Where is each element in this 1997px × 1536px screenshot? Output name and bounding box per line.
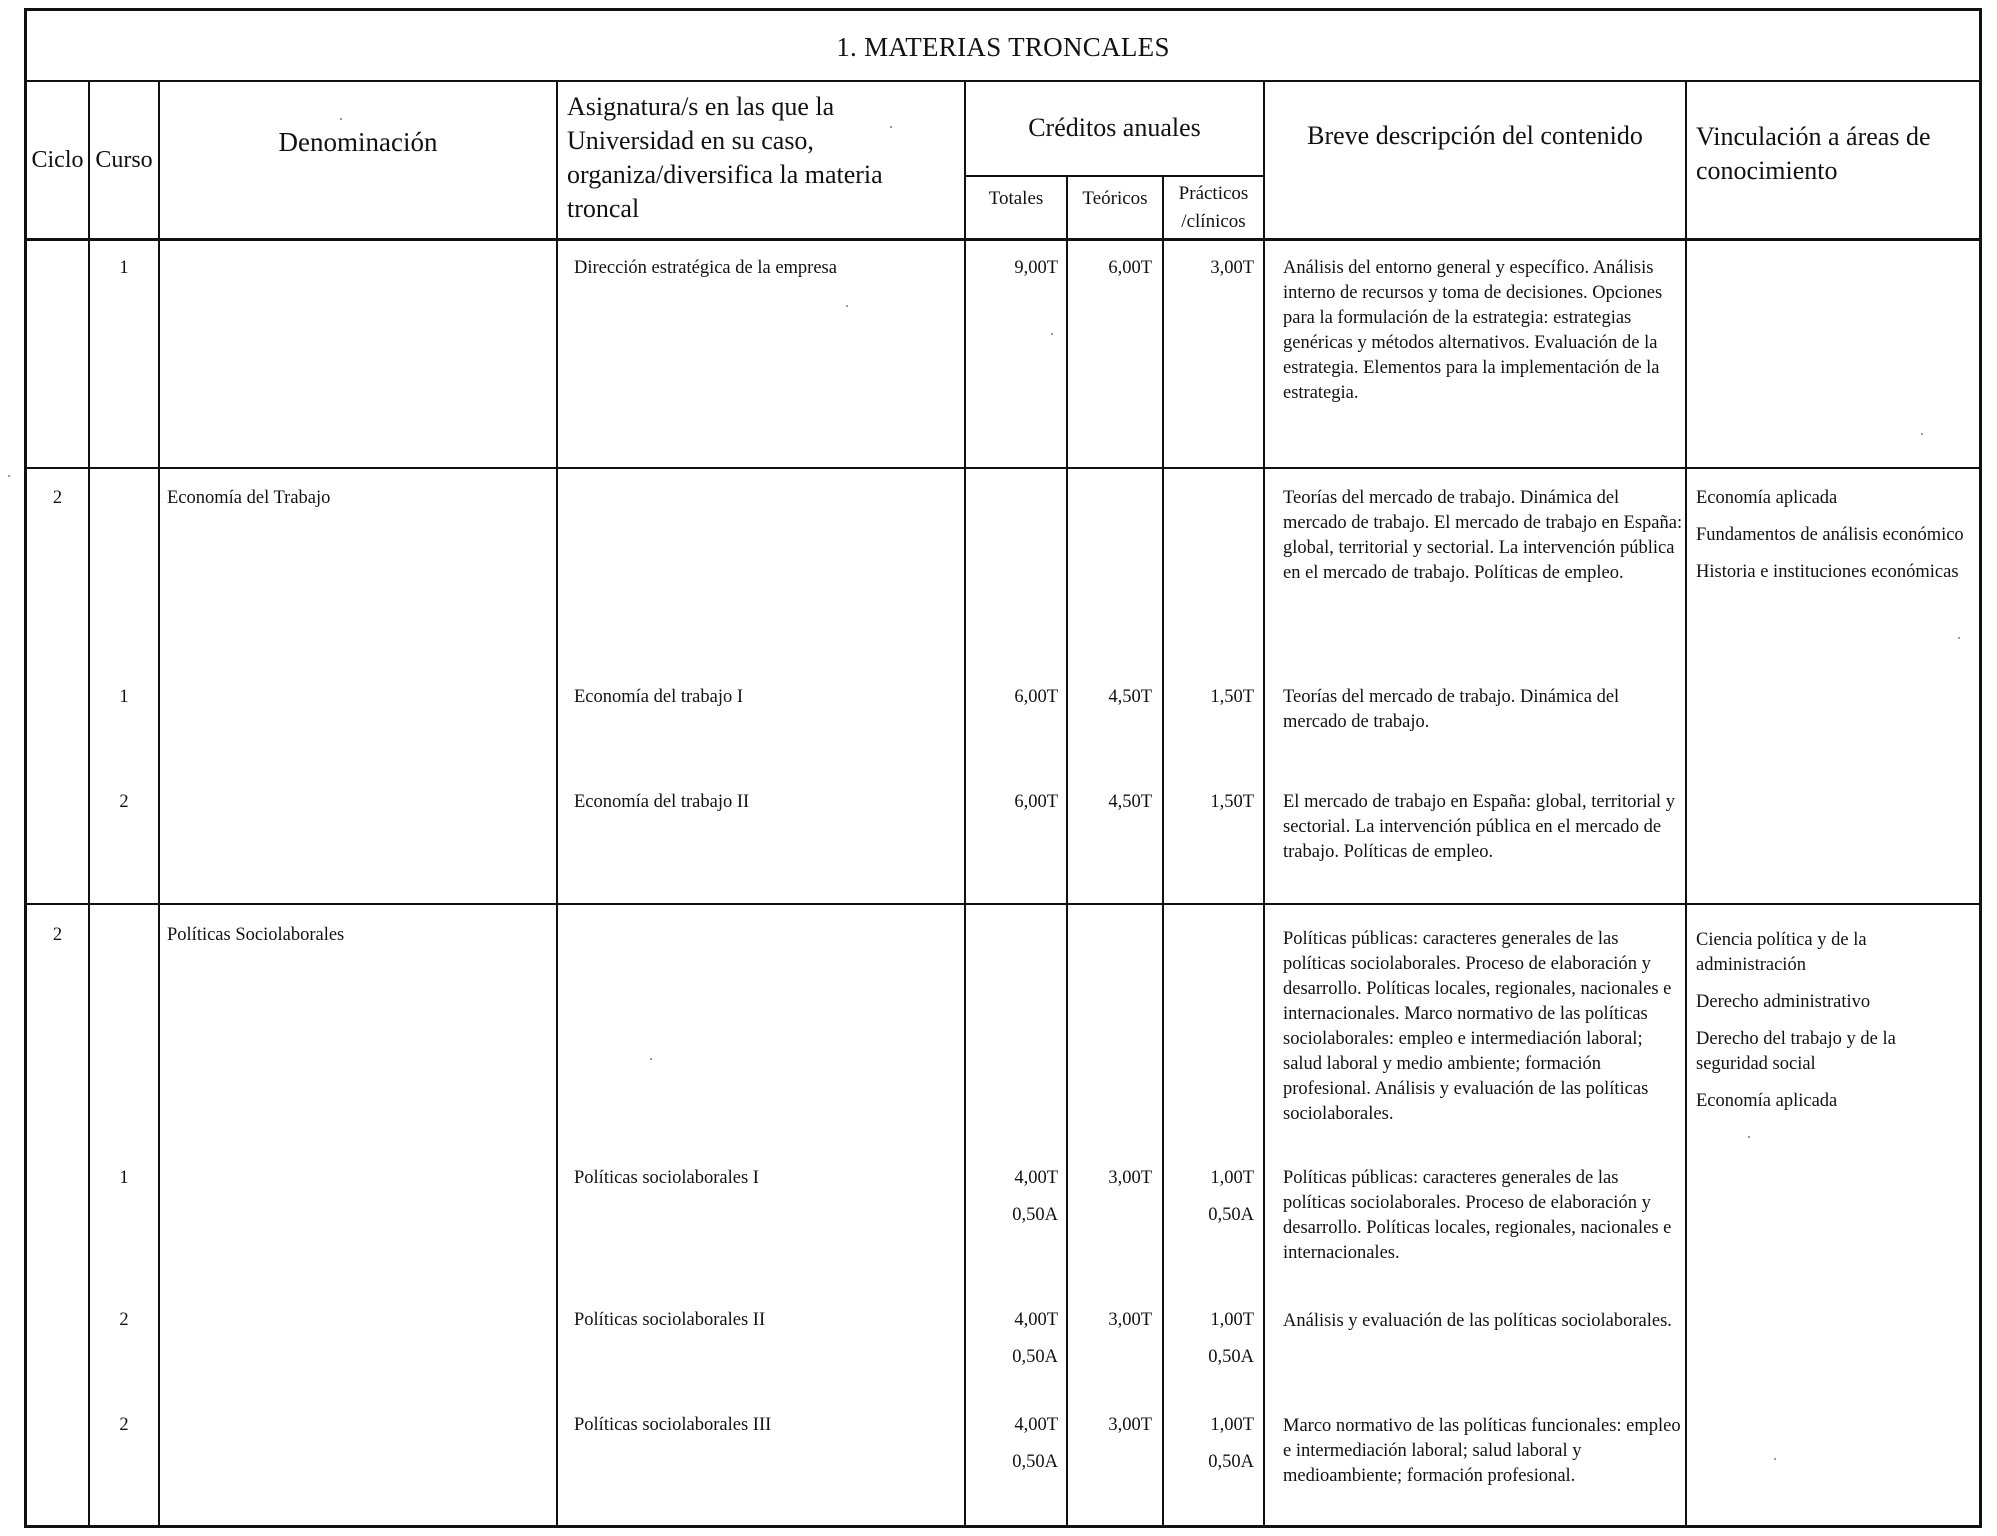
b3-r1-practicos-a: 0,50A xyxy=(1208,1205,1254,1225)
scan-speck xyxy=(650,1058,652,1060)
header-practicos: Prácticos /clínicos xyxy=(1178,182,1249,232)
scan-speck xyxy=(1774,1458,1776,1460)
b2-r2-practicos: 1,50T xyxy=(1210,792,1254,812)
b3-denominacion: Políticas Sociolaborales xyxy=(167,925,345,945)
b1-totales: 9,00T xyxy=(1014,258,1058,278)
b1-teoricos: 6,00T xyxy=(1108,258,1152,278)
b3-r3-practicos-a: 0,50A xyxy=(1208,1452,1254,1472)
area-item: Economía aplicada xyxy=(1696,488,1838,508)
area-item: Historia e instituciones económicas xyxy=(1696,562,1959,582)
b3-descripcion: Políticas públicas: caracteres generales de las políticas sociolaborales. Proceso de elaboración y desarrollo. Políticas locales, regionales, nacionales e internacionales. Marco normativo de las políticas sociolaborales: empleo e intermediación laboral; salud laboral y medio ambiente; formación profesional. Análisis y evaluación de las políticas sociolaborales. xyxy=(1283,929,1672,1124)
scan-speck xyxy=(1748,1136,1750,1138)
b3-r1-teoricos: 3,00T xyxy=(1108,1168,1152,1188)
b3-r3-practicos: 1,00T xyxy=(1210,1415,1254,1435)
col-divider-descripcion xyxy=(1685,80,1687,1528)
b2-denominacion: Economía del Trabajo xyxy=(167,488,331,508)
b3-r1-descripcion: Políticas públicas: caracteres generales de las políticas sociolaborales. Proceso de elaboración y desarrollo. Políticas locales, regionales, nacionales e internacionales. xyxy=(1283,1168,1672,1263)
scan-speck xyxy=(846,305,848,307)
b1-curso: 1 xyxy=(119,258,129,278)
header-denominacion: Denominación xyxy=(278,127,438,158)
area-item: Fundamentos de análisis económico xyxy=(1696,525,1964,545)
header-totales: Totales xyxy=(988,188,1044,210)
header-vinculacion: Vinculación a áreas de conocimiento xyxy=(1696,122,1931,185)
b3-r2-practicos-a: 0,50A xyxy=(1208,1347,1254,1367)
b3-areas xyxy=(1696,928,1966,1126)
block1-border-bottom xyxy=(24,467,1982,469)
b2-r2-descripcion: El mercado de trabajo en España: global, territorial y sectorial. La intervención pública en el mercado de trabajo. Políticas de empleo. xyxy=(1283,792,1675,862)
table-border-bottom xyxy=(24,1525,1982,1528)
header-border-bottom xyxy=(24,238,1982,241)
b2-r2-asignatura: Economía del trabajo II xyxy=(574,792,750,812)
b3-r2-descripcion: Análisis y evaluación de las políticas sociolaborales. xyxy=(1283,1311,1672,1331)
b3-r1-asignatura: Políticas sociolaborales I xyxy=(574,1168,759,1188)
b3-r2-asignatura: Políticas sociolaborales II xyxy=(574,1310,766,1330)
b1-practicos: 3,00T xyxy=(1210,258,1254,278)
b2-r2-totales: 6,00T xyxy=(1014,792,1058,812)
b2-r2-teoricos: 4,50T xyxy=(1108,792,1152,812)
b3-r1-totales: 4,00T xyxy=(1014,1168,1058,1188)
area-item: Derecho administrativo xyxy=(1696,992,1871,1012)
b3-r2-totales: 4,00T xyxy=(1014,1310,1058,1330)
b3-r3-curso: 2 xyxy=(119,1415,129,1435)
table-title: 1. MATERIAS TRONCALES xyxy=(836,31,1170,62)
scan-speck xyxy=(890,126,892,128)
b2-r1-curso: 1 xyxy=(119,687,129,707)
col-divider-curso xyxy=(158,80,160,1528)
scan-speck xyxy=(340,118,342,120)
b3-r3-totales: 4,00T xyxy=(1014,1415,1058,1435)
scan-speck xyxy=(1051,333,1053,335)
col-divider-denominacion xyxy=(556,80,558,1528)
header-creditos-anuales: Créditos anuales xyxy=(1028,113,1201,143)
b3-r1-totales-a: 0,50A xyxy=(1012,1205,1058,1225)
b2-r1-descripcion: Teorías del mercado de trabajo. Dinámica del mercado de trabajo. xyxy=(1283,687,1620,732)
header-teoricos: Teóricos xyxy=(1082,188,1148,210)
b2-r1-teoricos: 4,50T xyxy=(1108,687,1152,707)
header-ciclo: Ciclo xyxy=(31,147,84,173)
b1-descripcion: Análisis del entorno general y específico. Análisis interno de recursos y toma de decisiones. Opciones para la formulación de la estrategia: estrategias genéricas y métodos alternativos. Evaluación de la estrategia. Elementos para la implementación de la estrategia. xyxy=(1283,258,1663,403)
b2-r1-asignatura: Economía del trabajo I xyxy=(574,687,744,707)
header-asignaturas: Asignatura/s en las que la Universidad en su caso, organiza/diversifica la materia troncal xyxy=(567,92,883,223)
col-divider-creditos xyxy=(1263,80,1265,1528)
header-descripcion: Breve descripción del contenido xyxy=(1307,120,1643,150)
b3-r3-totales-a: 0,50A xyxy=(1012,1452,1058,1472)
area-item: Economía aplicada xyxy=(1696,1091,1838,1111)
b3-r3-asignatura: Políticas sociolaborales III xyxy=(574,1415,772,1435)
table-border-top xyxy=(24,8,1982,11)
b3-ciclo: 2 xyxy=(52,925,63,945)
b3-r2-curso: 2 xyxy=(119,1310,129,1330)
b3-r2-practicos: 1,00T xyxy=(1210,1310,1254,1330)
scan-speck xyxy=(8,475,10,477)
scan-speck xyxy=(1958,637,1960,639)
b3-r1-curso: 1 xyxy=(119,1168,129,1188)
border-right xyxy=(1979,8,1982,1528)
b2-r1-practicos: 1,50T xyxy=(1210,687,1254,707)
b2-ciclo: 2 xyxy=(52,488,63,508)
b2-descripcion: Teorías del mercado de trabajo. Dinámica del mercado de trabajo. El mercado de trabajo en España: global, territorial y sectorial. La intervención pública en el mercado de trabajo. Políticas de empleo. xyxy=(1283,488,1683,583)
b3-r1-practicos: 1,00T xyxy=(1210,1168,1254,1188)
b2-r1-totales: 6,00T xyxy=(1014,687,1058,707)
area-item: Derecho del trabajo y de la seguridad social xyxy=(1696,1029,1896,1074)
b3-r2-totales-a: 0,50A xyxy=(1012,1347,1058,1367)
b2-areas xyxy=(1696,486,1966,597)
b3-r3-descripcion: Marco normativo de las políticas funcionales: empleo e intermediación laboral; salud laboral y medioambiente; formación profesional. xyxy=(1283,1416,1681,1486)
area-item: Ciencia política y de la administración xyxy=(1696,930,1867,975)
scan-speck xyxy=(1921,433,1923,435)
header-curso: Curso xyxy=(95,147,153,173)
block2-border-bottom xyxy=(24,903,1982,905)
b3-r3-teoricos: 3,00T xyxy=(1108,1415,1152,1435)
b1-asignatura: Dirección estratégica de la empresa xyxy=(574,258,837,278)
b2-r2-curso: 2 xyxy=(119,792,129,812)
b3-r2-teoricos: 3,00T xyxy=(1108,1310,1152,1330)
